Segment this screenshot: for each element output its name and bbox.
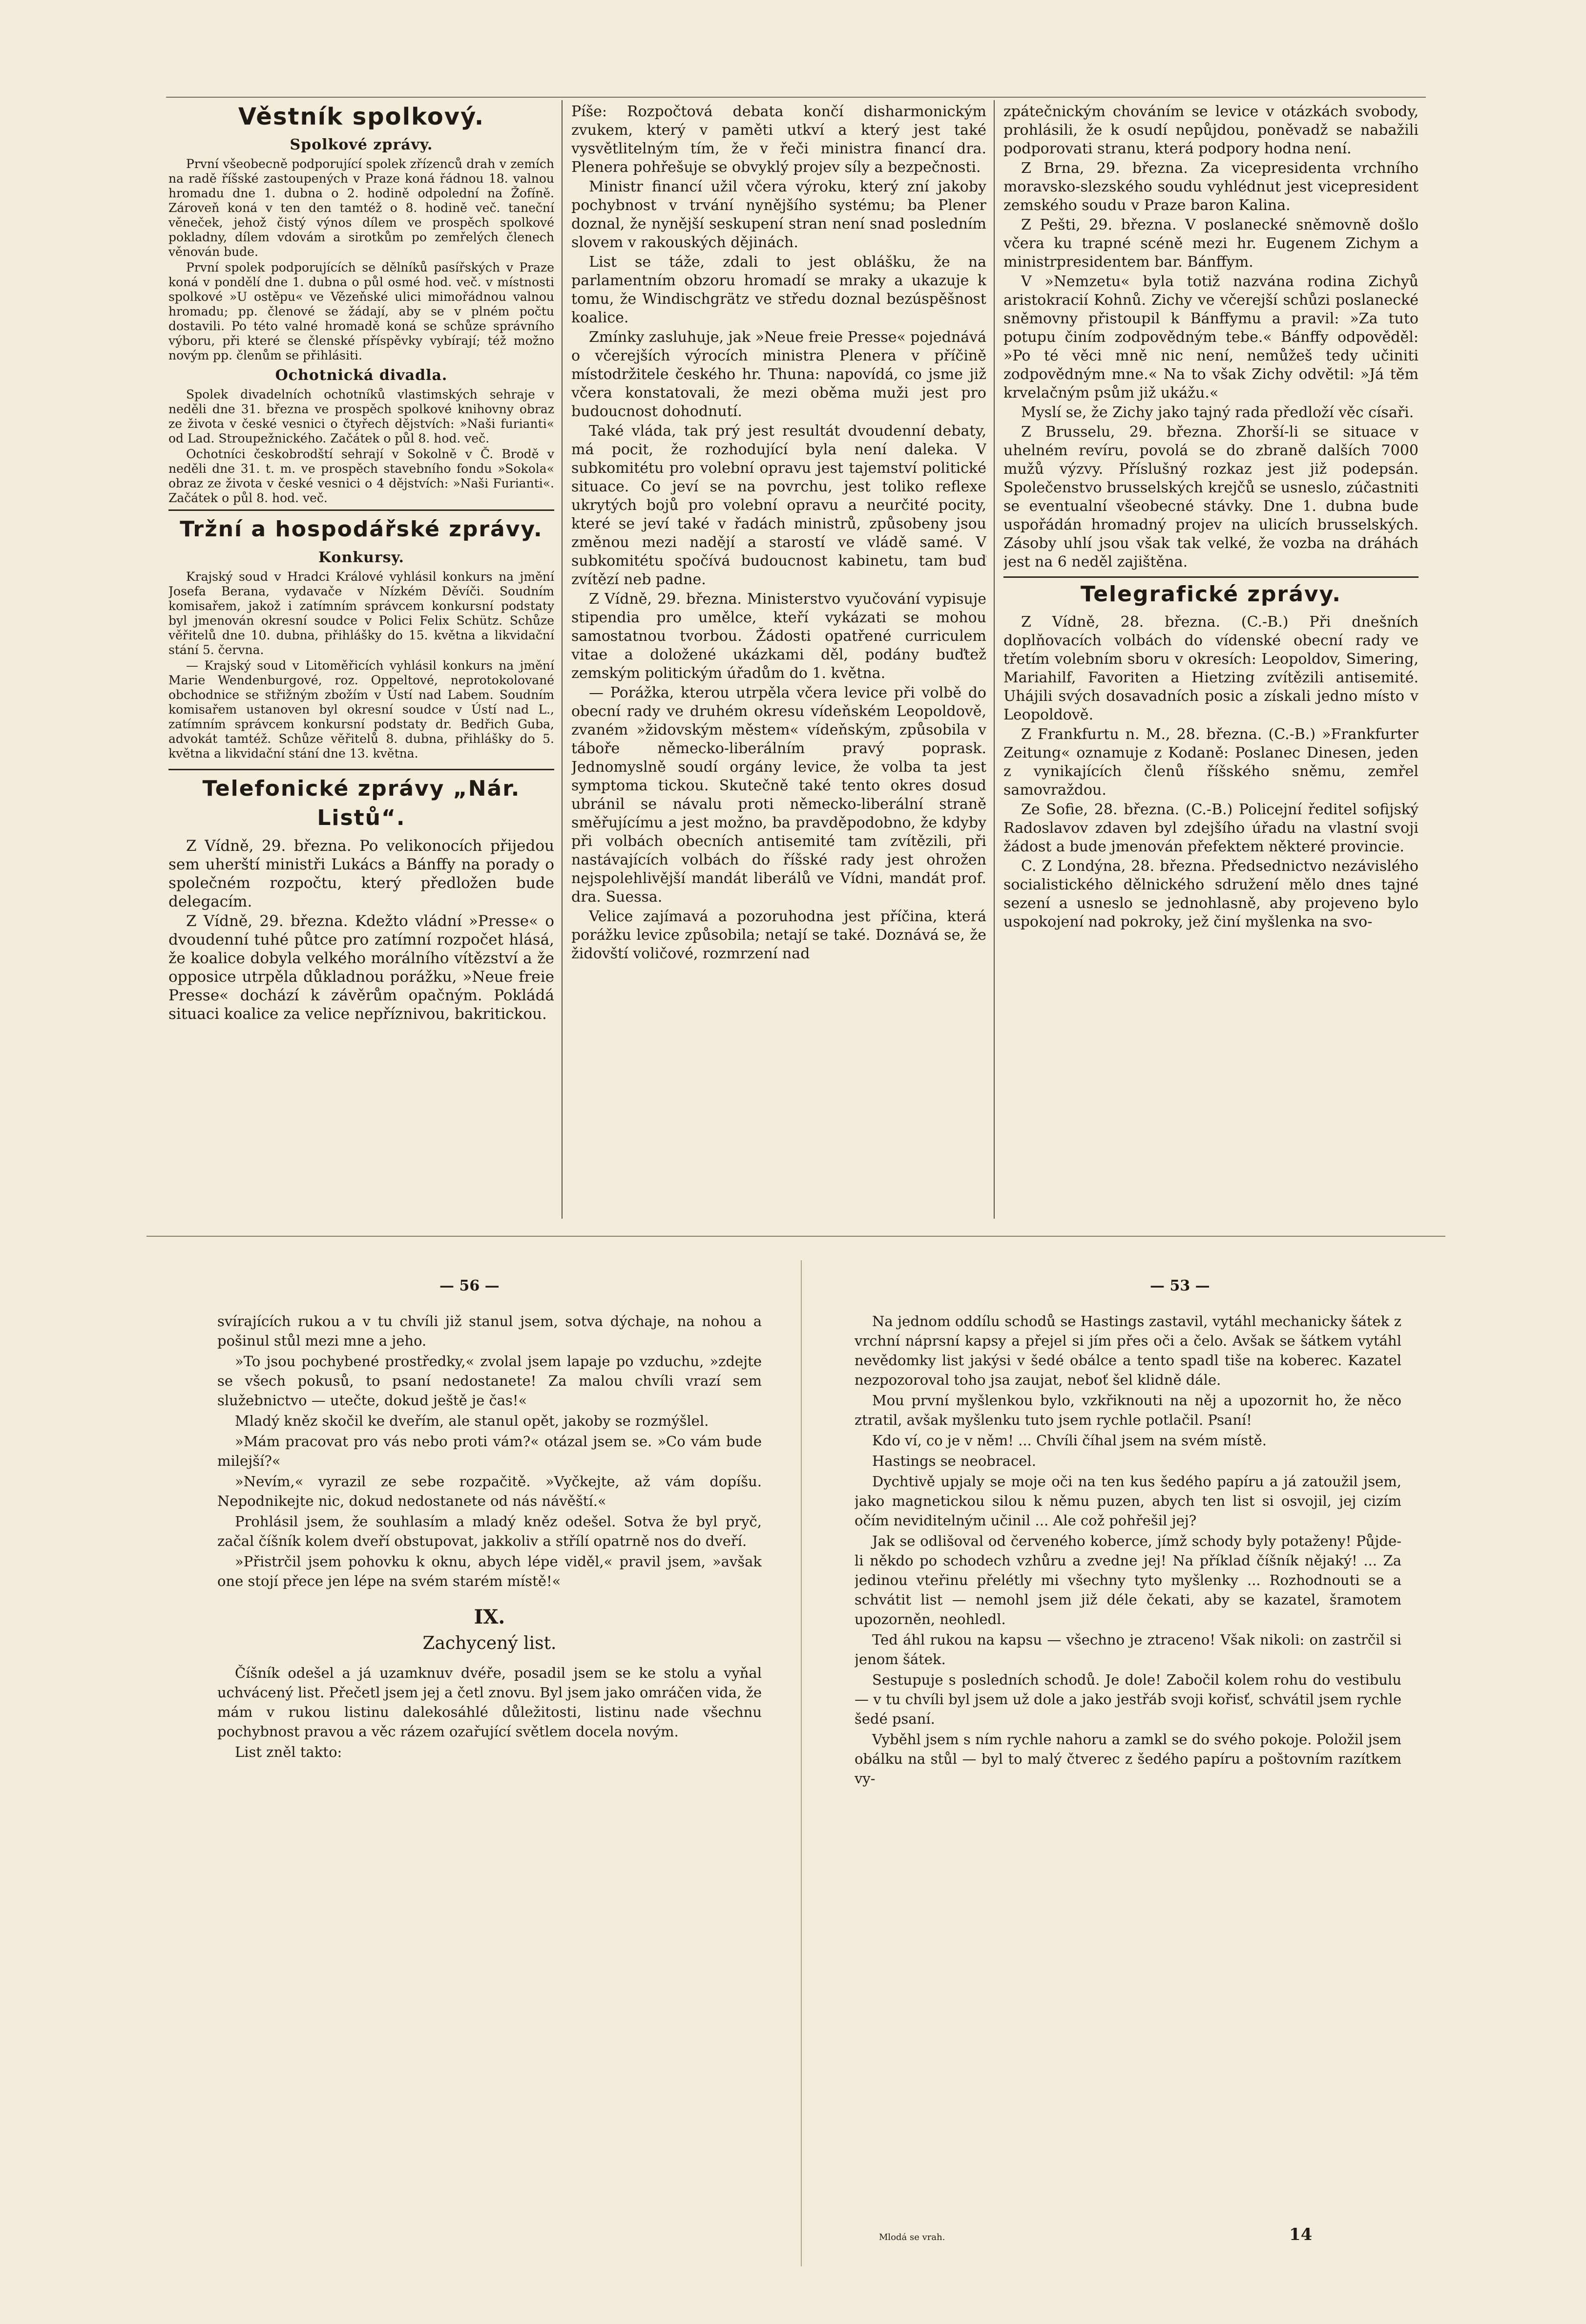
masthead-trzni: Tržní a hospodářské zprávy. xyxy=(180,517,543,542)
masthead-telefonicke: Telefonické zprávy „Nár. Listů“. xyxy=(202,776,521,830)
article-paragraph: Velice zajímavá a pozoruhodna jest příčina, která porážku levice způsobila; netají se také. Doznává se, že židovští voličové, rozmrzení nad xyxy=(571,908,986,962)
article-paragraph: Z Brna, 29. března. Za vicepresidenta vrchního moravsko-slezského soudu vyhlédnut jest vicepresident zemského soudu v Praze baron Kalina. xyxy=(1003,160,1419,214)
article-paragraph: Z Vídně, 28. března. (C.-B.) Při dnešních doplňovacích volbách do vídenské obecní rady ve třetím volebním sboru v okresích: Leopoldov, Simering, Mariahilf, Favoriten a Hietzing zvítězili antisemité. Uhájili svých dosavadních posic a získali jedno místo v Leopoldově. xyxy=(1003,613,1419,723)
story-paragraph: »Nevím,« vyrazil ze sebe rozpačitě. »Vyčkejte, až vám dopíšu. Nepodnikejte nic, dokud nedostanete od nás návěští.« xyxy=(217,1473,762,1509)
story-paragraph: List zněl takto: xyxy=(235,1744,342,1760)
story-paragraph: Dychtivě upjaly se moje oči na ten kus šedého papíru a já zatoužil jsem, jako magnetickou silou k němu puzen, abych ten list si osvojil, jej cizím očím neviditelným učinil ... Ale což pohřešil jej? xyxy=(855,1473,1401,1529)
story-paragraph: svírajících rukou a v tu chvíli již stanul jsem, sotva dýchaje, na nohou a pošinul stůl mezi mne a jeho. xyxy=(217,1313,762,1349)
article-paragraph: První spolek podporujících se dělníků pasířských v Praze koná v pondělí dne 1. dubna o půl osmé hod. več. v místnosti spolkové »U ostěpu« ve Vězeňské ulici mimořádnou valnou hromadu; pp. členové se žádají, aby se v plném počtu dostavili. Po této valné hromadě koná se schůze správního výboru, při které se členské příspěvky vybírají; též možno novým pp. členům se přihlásiti. xyxy=(168,260,554,362)
article-paragraph: — Krajský soud v Litoměřicích vyhlásil konkurs na jmění Marie Wendenburgové, roz. Oppeltové, neprotokolované obchodnice se střižným zbožím v Ústí nad Labem. Soudním komisařem ustanoven byl okresní soudce v Ústí nad L., zatímním správcem konkursní podstaty dr. Bedřich Guba, advokát tamtéž. Schůze věřitelů 8. dubna, přihlášky do 5. května a likvidační stání dne 13. května. xyxy=(168,658,554,761)
article-paragraph: První všeobecně podporující spolek zřízenců drah v zemích na radě říšské zastoupených v Praze koná řádnou 18. valnou hromadu dne 1. dubna o 2. hodině odpolední na Žofíně. Zároveň koná v ten den tamtéž o 8. hodině več. taneční věneček, jehož čistý výnos dílem ve prospěch spolkové pokladny, dílem vdovám a sirotkům po zemřelých členech věnován bude. xyxy=(168,157,554,259)
section-ochotnicka-divadla: Ochotnická divadla. xyxy=(275,367,448,384)
story-paragraph: Ted áhl rukou na kapsu — všechno je ztraceno! Však nikoli: on zastrčil si jenom šátek. xyxy=(855,1631,1401,1668)
article-paragraph: C. Z Londýna, 28. března. Předsednictvo nezávislého socialistického dělnického sdružení mělo dnes tajné sezení a usneslo se jednohlasně, aby projeveno bylo uspokojení nad pokroky, jež činí myšlenka na svo- xyxy=(1003,858,1419,930)
article-paragraph: — Porážka, kterou utrpěla včera levice při volbě do obecní rady ve druhém okresu vídeňském Leopoldově, zvaném »židovským městem« vídeňským, způsobila v táboře německo-liberálním pravý poprask. Jednomyslně soudí orgány levice, že volba ta jest symptoma tickou. Skutečně také tento okres dosud ubránil se návalu proti německo-liberální straně směřujícímu a jest možno, ba pravděpodobno, že kdyby při volbách obecních antisemité tam zvítězili, při nastávajících volbách do říšské rady jest ohrožen nejspolehlivější mandát liberálů ve Vídni, mandát prof. dra. Suessa. xyxy=(571,684,986,906)
story-paragraph: Sestupuje s posledních schodů. Je dole! Zabočil kolem rohu do vestibulu — v tu chvíli byl jsem už dole a jako jestřáb svoji kořisť, schvátil jsem rychle šedé psaní. xyxy=(855,1671,1401,1727)
signature-mark: Mlodá se vrah. xyxy=(879,2232,945,2242)
article-paragraph: V »Nemzetu« byla totiž nazvána rodina Zichyů aristokracií Kohnů. Zichy ve včerejší schůzi poslanecké sněmovny přistoupil k Bánffymu a pravil: »Za tuto potupu činím zodpovědným tebe.« Bánffy odpověděl: »Po té věci mně nic není, nemůžeš tedy učiniti zodpovědným mne.« Na to však Zichy odvětil: »Já těm krvelačným psům již ukážu.« xyxy=(1003,273,1419,401)
article-paragraph: Ze Sofie, 28. března. (C.-B.) Policejní ředitel sofijský Radoslavov zdaven byl zdejšího úřadu na vlastní svoji žádost a bude jmenován přefektem některé provincie. xyxy=(1003,801,1419,855)
story-paragraph: Na jednom oddílu schodů se Hastings zastavil, vytáhl mechanicky šátek z vrchní náprsní kapsy a přejel si jím přes oči a čelo. Avšak se šátkem vytáhl nevědomky list jakýsi v šedé obálce a tento spadl tiše na koberec. Kazatel nezpozoroval toho jsa zaujat, neboť šel klidně dále. xyxy=(855,1313,1401,1388)
story-paragraph: Hastings se neobracel. xyxy=(872,1453,1036,1469)
upper-column-3 xyxy=(1003,103,1419,1219)
story-paragraph: Mladý kněz skočil ke dveřím, ale stanul opět, jakoby se rozmýšlel. xyxy=(235,1413,709,1429)
story-paragraph: Číšník odešel a já uzamknuv dvéře, posadil jsem se ke stolu a vyňal uchvácený list. Přečetl jsem jej a četl znovu. Byl jsem jako omráčen vida, že mám v rukou listinu dalekosáhlé důležitosti, listinu nade všechnu pochybnost pravou a věc rázem ozařující světlem docela novým. xyxy=(217,1665,762,1740)
article-paragraph: Z Vídně, 29. března. Ministerstvo vyučování vypisuje stipendia pro umělce, kteří vykázati se mohou samostatnou tvorbou. Žádosti opatřené curriculem vitae a doložené ukázkami děl, podány buďtež zemským politickým úřadům do 1. května. xyxy=(571,591,986,682)
article-paragraph: Krajský soud v Hradci Králové vyhlásil konkurs na jmění Josefa Berana, vydavače v Nízkém Děvíči. Soudním komisařem, jakož i zatímním správcem konkursní podstaty byl jmenován okresní soudce v Polici Felix Schütz. Schůze věřitelů dne 10. dubna, přihlášky do 15. května a likvidační stání 5. června. xyxy=(168,570,554,657)
page-number-left: — 56 — xyxy=(439,1277,500,1294)
section-konkursy: Konkursy. xyxy=(318,549,404,566)
article-paragraph: Z Brusselu, 29. března. Zhorší-li se situace v uhelném revíru, povolá se do zbraně dalších 7000 mužů výzvy. Příslušný rozkaz jest již podepsán. Společenstvo brusselských krejčů se usneslo, zúčastniti se eventualní všeobecné stávky. Dne 1. dubna bude uspořádán hromadný projev na ulicích brusselských. Zásoby uhlí jsou však tak velké, že vozba na dráhách jest na 6 neděl zajištěna. xyxy=(1003,423,1419,570)
upper-column-2 xyxy=(571,103,986,1219)
story-paragraph: Jak se odlišoval od červeného koberce, jímž schody byly potaženy! Půjde-li někdo po schodech vzhůru a zvedne jej! Na příklad číšník nějaký! ... Za jedinou vteřinu přelétly mi všechny tyto myšlenky ... Rozhodnouti se a schvátit list — nemohl jsem již déle čekati, aby se kazatel, šramotem upozorněn, neohledl. xyxy=(855,1533,1401,1627)
article-paragraph: Zmínky zasluhuje, jak »Neue freie Presse« pojednává o včerejších výrocích ministra Plenera v příčině místodržitele českého hr. Thuna: napovídá, co jsme již včera konstatovali, že mezi oběma muži jest pro budoucnost dohodnutí. xyxy=(571,329,986,420)
article-paragraph: Spolek divadelních ochotníků vlastimských sehraje v neděli dne 31. března ve prospěch spolkové knihovny obraz ze života v české vesnici o čtyřech dějstvích: »Naši furianti« od Lad. Stroupežnického. Začátek o půl 8. hod. več. xyxy=(168,387,554,445)
story-paragraph: »Přistrčil jsem pohovku k oknu, abych lépe viděl,« pravil jsem, »avšak one stojí přece jen lépe na svém starém místě!« xyxy=(217,1553,762,1589)
page-number-right: — 53 — xyxy=(1150,1277,1210,1294)
masthead-vestnik: Věstník spolkový. xyxy=(238,103,485,130)
article-paragraph: List se táže, zdali to jest oblášku, že na parlamentním obzoru hromadí se mraky a ukazuje k tomu, že Windischgrätz ve středu doznal bezúspěšnost koalice. xyxy=(571,254,986,326)
article-paragraph: zpátečnickým chováním se levice v otázkách svobody, prohlásili, že k osudí nepůjdou, poněvadž se nabažili podporovati stranu, která podpory hodna není. xyxy=(1003,103,1419,157)
section-spolkove-zpravy: Spolkové zprávy. xyxy=(290,136,433,153)
chapter-title: Zachycený list. xyxy=(422,1633,557,1653)
article-paragraph: Z Vídně, 29. března. Kdežto vládní »Presse« o dvoudenní tuhé půtce pro zatímní rozpočet hlásá, že koalice dobyla velkého morálního vítězství a že opposice utrpěla důkladnou porážku, »Neue freie Presse« dochází k závěrům opačným. Pokládá situaci koalice za velice nepříznivou, bakritickou. xyxy=(168,912,554,1023)
story-paragraph: »Mám pracovat pro vás nebo proti vám?« otázal jsem se. »Co vám bude milejší?« xyxy=(217,1433,762,1469)
masthead-telegraficke: Telegrafické zprávy. xyxy=(1081,582,1341,607)
article-paragraph: Také vláda, tak prý jest resultát dvoudenní debaty, má pocit, že rozhodující byla není daleka. V subkomitétu pro volební opravu jest tajemství politické situace. Co jeví se na povrchu, jest toliko reflexe ukrytých bojů pro volební opravu a neurčité pocity, které se jeví také v řadách ministrů, způsobeny jsou změnou mezi nadějí a starostí ve vládě samé. V subkomitétu spočívá budoucnost kabinetu, tam buď zvítězí neb padne. xyxy=(571,423,986,588)
chapter-number: IX. xyxy=(474,1606,505,1628)
upper-column-1 xyxy=(168,100,554,1219)
story-paragraph: Vyběhl jsem s ním rychle nahoru a zamkl se do svého pokoje. Položil jsem obálku na stůl — byl to malý čtverec z šedého papíru a poštovním razítkem vy- xyxy=(855,1731,1401,1787)
story-paragraph: »To jsou pochybené prostředky,« zvolal jsem lapaje po vzduchu, »zdejte se všech pokusů, to psaní nedostanete! Za malou chvíli vrazí sem služebnictvo — utečte, dokud ještě je čas!« xyxy=(217,1353,762,1409)
article-paragraph: Z Pešti, 29. března. V poslanecké sněmovně došlo včera ku trapné scéně mezi hr. Eugenem Zichym a ministrpresidentem bar. Bánffym. xyxy=(1003,216,1419,271)
lower-right-column xyxy=(855,1311,1401,2220)
article-paragraph: Ochotníci českobrodští sehrají v Sokolně v Č. Brodě v neděli dne 31. t. m. ve prospěch stavebního fondu »Sokola« obraz ze života v české vesnici o 4 dějstvích: »Naši Furianti«. Začátek o půl 8. hod. več. xyxy=(168,447,554,505)
lower-left-column xyxy=(217,1311,762,2220)
article-paragraph: Píše: Rozpočtová debata končí disharmonickým zvukem, který v paměti utkví a který jest také vysvětlitelným tím, že v řeči ministra financí dra. Plenera pohřešuje se obvyklý projev síly a bezpečnosti. xyxy=(571,103,986,176)
article-paragraph: Z Vídně, 29. března. Po velikonocích přijedou sem uherští ministři Lukács a Bánffy na porady o společném rozpočtu, který předložen bude delegacím. xyxy=(168,837,554,910)
page-gutter xyxy=(801,1260,802,2266)
article-paragraph: Z Frankfurtu n. M., 28. března. (C.-B.) »Frankfurter Zeitung« oznamuje z Kodaně: Poslanec Dinesen, jeden z vynikajících členů říšského sněmu, zemřel samovraždou. xyxy=(1003,726,1419,799)
story-paragraph: Prohlásil jsem, že souhlasím a mladý kněz odešel. Sotva že byl pryč, začal číšník kolem dveří obstupovat, jakkoliv a střílí opatrně nos do dveří. xyxy=(217,1513,762,1549)
sheet-number: 14 xyxy=(1289,2225,1313,2244)
top-rule xyxy=(166,97,1426,98)
article-paragraph: Ministr financí užil včera výroku, který zní jakoby pochybnost v trvání nynějšího systému; ba Plener doznal, že nynější seskupení stran není snad posledním slovem v rakouských dějinách. xyxy=(571,178,986,251)
story-paragraph: Mou první myšlenkou bylo, vzkřiknouti na něj a upozornit ho, že něco ztratil, avšak myšlenku tuto jsem rychle potlačil. Psaní! xyxy=(855,1392,1401,1428)
column-divider xyxy=(562,100,563,1219)
story-paragraph: Kdo ví, co je v něm! ... Chvíli číhal jsem na svém místě. xyxy=(872,1432,1267,1449)
column-divider xyxy=(994,100,995,1219)
fold-separator xyxy=(146,1236,1445,1237)
article-paragraph: Myslí se, že Zichy jako tajný rada předloží věc císaři. xyxy=(1021,404,1414,421)
